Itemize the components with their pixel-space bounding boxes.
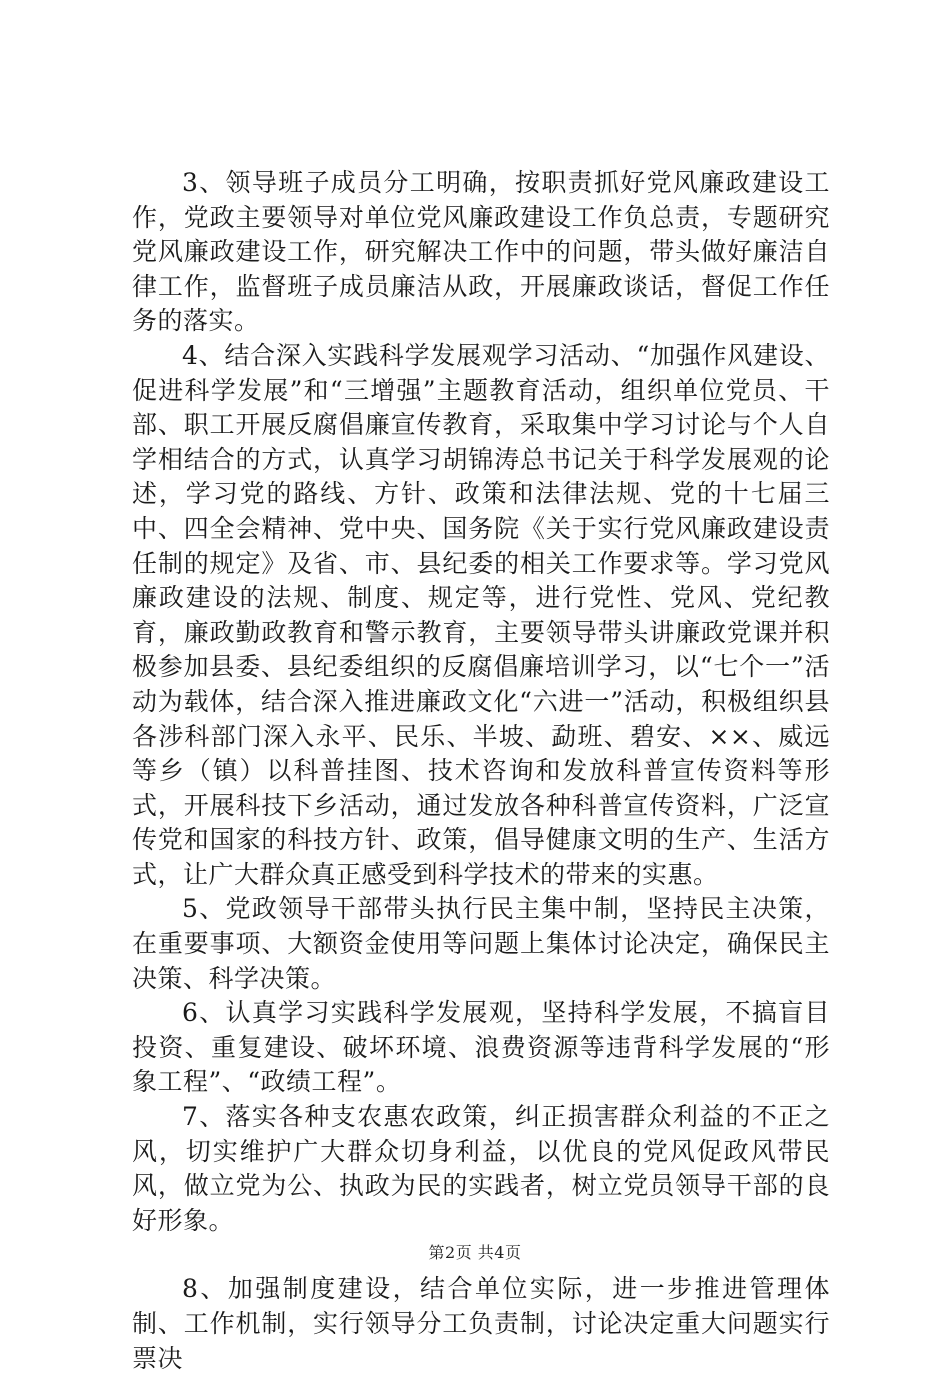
document-body (132, 166, 830, 1376)
paragraph-item-6: 6、认真学习实践科学发展观，坚持科学发展，不搞盲目投资、重复建设、破坏环境、浪费资源等违背科学发展的“形象工程”、“政绩工程”。 (132, 998, 830, 1097)
page-number-footer: 第2页 共4页 (428, 1243, 522, 1262)
paragraph-item-4: 4、结合深入实践科学发展观学习活动、“加强作风建设、促进科学发展”和“三增强”主题教育活动，组织单位党员、干部、职工开展反腐倡廉宣传教育，采取集中学习讨论与个人自学相结合的方式，认真学习胡锦涛总书记关于科学发展观的论述，学习党的路线、方针、政策和法律法规、党的十七届三中、四全会精神、党中央、国务院《关于实行党风廉政建设责任制的规定》及省、市、县纪委的相关工作要求等。学习党风廉政建设的法规、制度、规定等，进行党性、党风、党纪教育，廉政勤政教育和警示教育，主要领导带头讲廉政党课并积极参加县委、县纪委组织的反腐倡廉培训学习，以“七个一”活动为载体，结合深入推进廉政文化“六进一”活动，积极组织县各涉科部门深入永平、民乐、半坡、勐班、碧安、××、威远等乡（镇）以科普挂图、技术咨询和发放科普宣传资料等形式，开展科技下乡活动，通过发放各种科普宣传资料，广泛宣传党和国家的科技方针、政策，倡导健康文明的生产、生活方式，让广大群众真正感受到科学技术的带来的实惠。 (132, 340, 830, 889)
paragraph-item-7: 7、落实各种支农惠农政策，纠正损害群众利益的不正之风，切实维护广大群众切身利益，以优良的党风促政风带民风，做立党为公、执政为民的实践者，树立党员领导干部的良好形象。 (132, 1102, 830, 1235)
paragraph-item-8: 8、加强制度建设，结合单位实际，进一步推进管理体制、工作机制，实行领导分工负责制，讨论决定重大问题实行票决 (132, 1274, 830, 1373)
paragraph-item-5: 5、党政领导干部带头执行民主集中制，坚持民主决策，在重要事项、大额资金使用等问题上集体讨论决定，确保民主决策、科学决策。 (132, 894, 830, 993)
paragraph-item-3: 3、领导班子成员分工明确，按职责抓好党风廉政建设工作，党政主要领导对单位党风廉政建设工作负总责，专题研究党风廉政建设工作，研究解决工作中的问题，带头做好廉洁自律工作，监督班子成员廉洁从政，开展廉政谈话，督促工作任务的落实。 (132, 168, 830, 336)
